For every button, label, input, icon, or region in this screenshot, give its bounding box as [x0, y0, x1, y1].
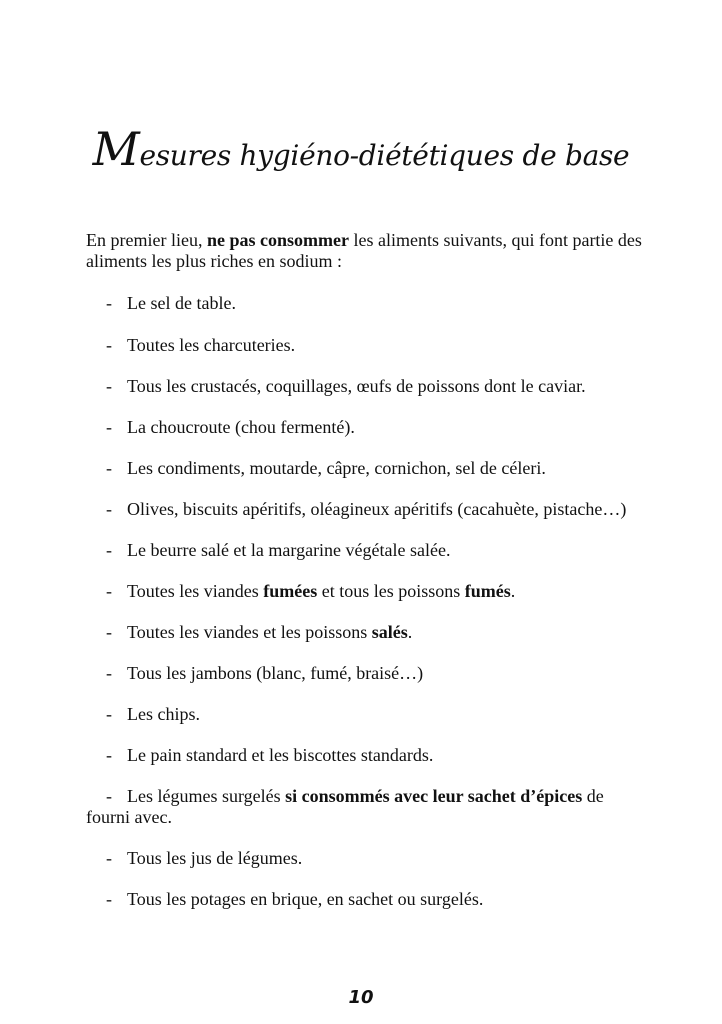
item-emphasis: si consommés avec leur sachet d’épices: [285, 786, 583, 806]
item-text: La choucroute (chou fermenté).: [127, 417, 355, 437]
list-item: [86, 663, 646, 684]
item-text: Tous les jus de légumes.: [127, 848, 303, 868]
list-item: [86, 417, 646, 438]
intro-paragraph: [86, 230, 646, 272]
bullet-dash: -: [106, 663, 112, 683]
item-text: .: [407, 622, 413, 642]
list-item: [86, 622, 646, 643]
bullet-dash: -: [106, 704, 112, 724]
list-item: [86, 458, 646, 479]
bullet-dash: -: [106, 889, 112, 909]
bullet-dash: -: [106, 417, 112, 437]
bullet-dash: -: [106, 848, 112, 868]
bullet-dash: -: [106, 499, 112, 519]
list-item: [86, 335, 646, 356]
bullet-dash: -: [106, 458, 112, 478]
intro-emphasis: ne pas consommer: [206, 230, 349, 250]
item-text: Tous les potages en brique, en sachet ou surgelés.: [127, 889, 484, 909]
item-text: Les condiments, moutarde, câpre, cornichon, sel de céleri.: [127, 458, 546, 478]
item-text: Tous les crustacés, coquillages, œufs de poissons dont le caviar.: [127, 376, 586, 396]
page-title: [0, 122, 722, 176]
intro-text-start: En premier lieu,: [86, 230, 207, 250]
item-text: Olives, biscuits apéritifs, oléagineux apéritifs (cacahuète, pistache…): [127, 499, 627, 519]
list-item: [86, 293, 646, 314]
bullet-dash: -: [106, 581, 112, 601]
item-text: Le pain standard et les biscottes standards.: [127, 745, 434, 765]
bullet-dash: -: [106, 786, 112, 806]
list-item: [86, 499, 646, 520]
bullet-dash: -: [106, 376, 112, 396]
item-text: Toutes les viandes et les poissons: [127, 622, 372, 642]
item-text: Les légumes surgelés: [127, 786, 286, 806]
item-text: Les chips.: [127, 704, 200, 724]
item-text: Le sel de table.: [127, 293, 236, 313]
list-item: [86, 704, 646, 725]
item-text: Tous les jambons (blanc, fumé, braisé…): [127, 663, 424, 683]
list-item: [86, 889, 646, 910]
item-emphasis: salés: [371, 622, 408, 642]
title-rest: esures hygiéno-diététiques de base: [139, 139, 630, 172]
bullet-dash: -: [106, 335, 112, 355]
intro-text-end: les aliments suivants, qui font partie des aliments les plus riches en sodium :: [86, 230, 642, 271]
item-text: .: [510, 581, 516, 601]
item-emphasis: fumés: [464, 581, 511, 601]
list-item: [86, 786, 646, 828]
item-text: Le beurre salé et la margarine végétale salée.: [127, 540, 451, 560]
list-item: [86, 848, 646, 869]
bullet-dash: -: [106, 293, 112, 313]
bullet-dash: -: [106, 745, 112, 765]
list-item: [86, 376, 646, 397]
title-initial: M: [92, 122, 140, 176]
item-text: Toutes les charcuteries.: [127, 335, 296, 355]
page-number: 10: [348, 987, 374, 1008]
item-text: et tous les poissons: [317, 581, 465, 601]
list-item: [86, 581, 646, 602]
list-item: [86, 745, 646, 766]
list-item: [86, 540, 646, 561]
bullet-dash: -: [106, 540, 112, 560]
item-text: Toutes les viandes: [127, 581, 264, 601]
item-emphasis: fumées: [263, 581, 318, 601]
item-text: de fourni avec.: [86, 786, 604, 827]
main-content: [86, 230, 646, 910]
bullet-dash: -: [106, 622, 112, 642]
